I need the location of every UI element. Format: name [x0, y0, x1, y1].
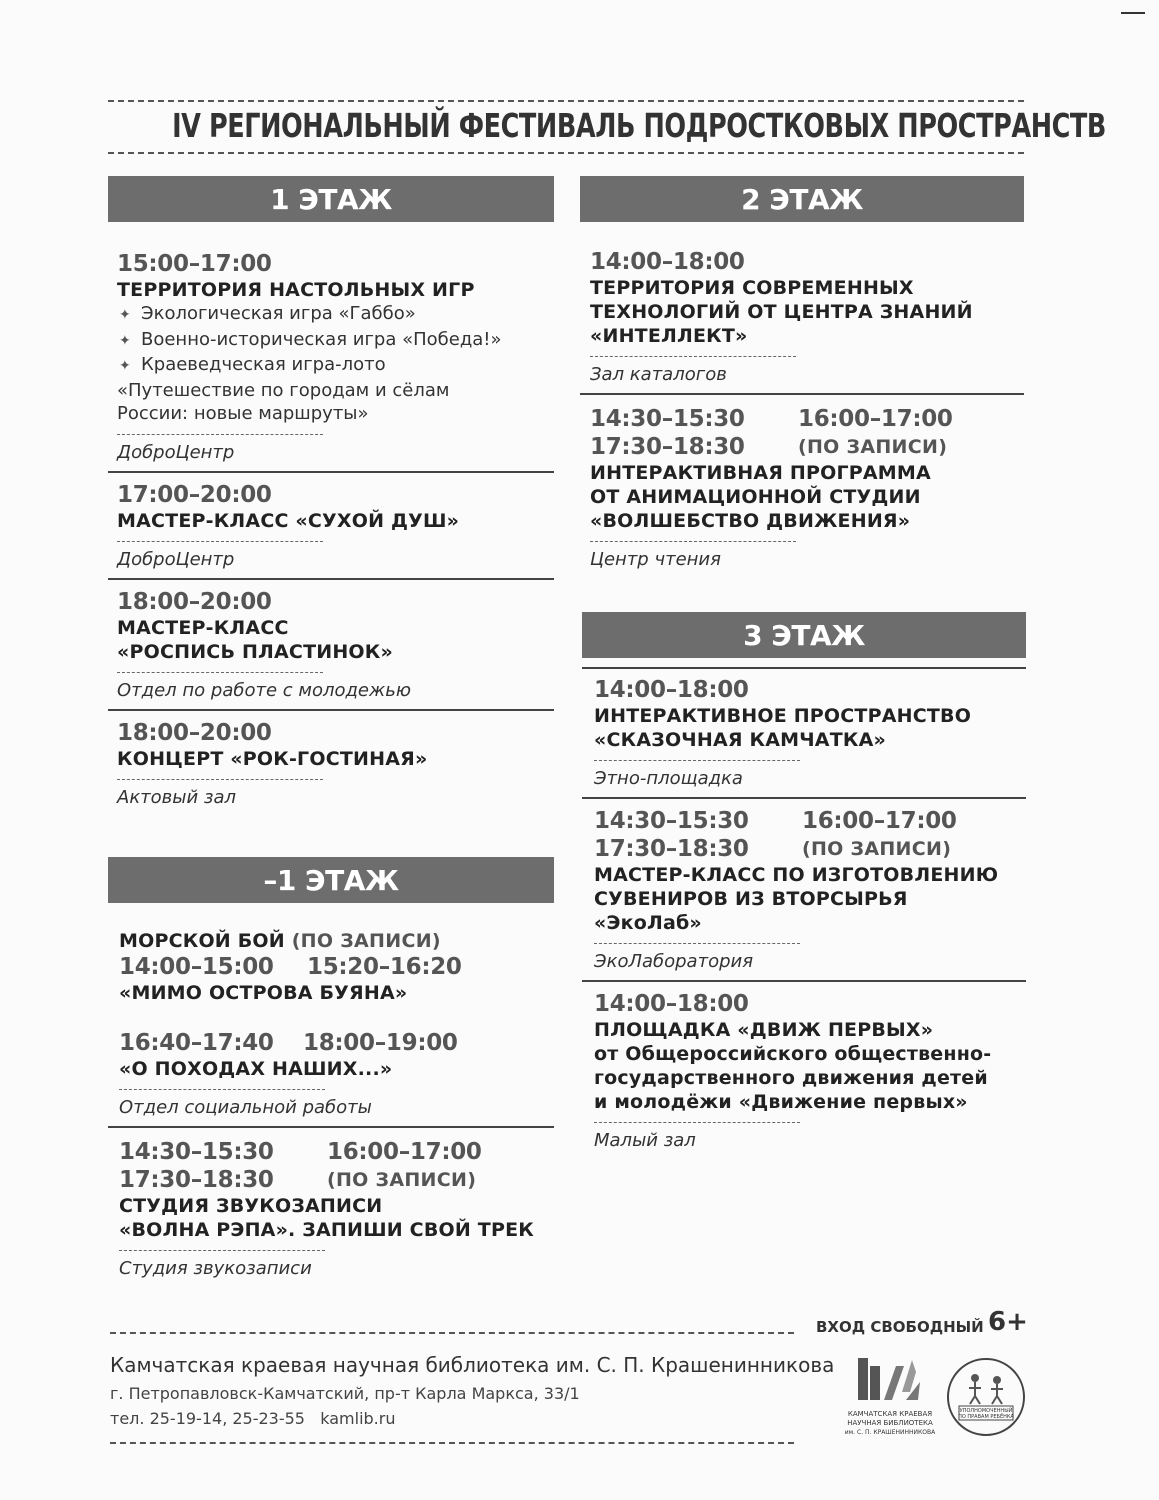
event-divider — [582, 797, 1026, 799]
library-address: г. Петропавловск-Камчатский, пр-т Карла Маркса, 33/1 — [110, 1384, 580, 1403]
logo-text-line: НАУЧНАЯ БИБЛИОТЕКА — [847, 1419, 933, 1427]
floor-1-event-2 — [108, 481, 554, 572]
event-text: «Путешествие по городам и сёлам — [117, 379, 450, 401]
registration-note: (ПО ЗАПИСИ) — [802, 838, 952, 860]
logo-text-line: КАМЧАТСКАЯ КРАЕВАЯ — [847, 1410, 933, 1418]
event-divider — [582, 980, 1026, 982]
venue-divider — [117, 541, 323, 542]
floor-2-section — [580, 176, 1024, 572]
free-entry-label: ВХОД СВОБОДНЫЙ — [816, 1318, 984, 1336]
seal-text-line: ПО ПРАВАМ РЕБЁНКА — [958, 1414, 1014, 1420]
seal-text-line: УПОЛНОМОЧЕННЫЙ — [959, 1408, 1013, 1414]
library-name: Камчатская краевая научная библиотека им. С. П. Крашенинникова — [110, 1353, 835, 1377]
event-divider — [108, 578, 554, 580]
event-venue: Этно-площадка — [594, 768, 743, 789]
event-text: России: новые маршруты» — [117, 403, 369, 424]
event-venue: Студия звукозаписи — [119, 1258, 312, 1279]
bullet-item: ✦ Краеведческая игра-лото — [119, 353, 554, 379]
event-title: «ИНТЕЛЛЕКТ» — [590, 325, 748, 347]
event-times — [590, 405, 1024, 461]
floor-2-event-1 — [580, 248, 1024, 387]
title-bottom-divider — [108, 152, 1024, 154]
event-venue: ДоброЦентр — [117, 441, 235, 463]
sea-battle-event — [108, 929, 554, 1120]
event-title: «ВОЛШЕБСТВО ДВИЖЕНИЯ» — [590, 510, 911, 532]
event-time: 14:00–18:00 — [594, 677, 749, 703]
venue-divider — [594, 1122, 800, 1123]
floor-3-header: 3 ЭТАЖ — [582, 612, 1026, 658]
event-venue: Актовый зал — [117, 786, 237, 808]
corner-mark — [1121, 12, 1145, 14]
event-time: 15:20–16:20 — [307, 954, 462, 980]
event-venue: ЭкоЛаборатория — [594, 951, 754, 972]
event-time: 14:00–18:00 — [590, 249, 745, 275]
page-title: IV РЕГИОНАЛЬНЫЙ ФЕСТИВАЛЬ ПОДРОСТКОВЫХ ПРОСТРАНСТВ — [172, 106, 1106, 145]
event-title: ИНТЕРАКТИВНОЕ ПРОСТРАНСТВО — [594, 705, 972, 727]
event-title: МОРСКОЙ БОЙ (ПО ЗАПИСИ) — [119, 930, 441, 952]
studio-event — [108, 1138, 554, 1281]
star-icon: ✦ — [119, 332, 131, 349]
floor-2-event-2 — [580, 405, 1024, 572]
event-time: 17:30–18:30 — [119, 1167, 274, 1193]
event-title: ТЕРРИТОРИЯ НАСТОЛЬНЫХ ИГР — [117, 279, 475, 301]
event-venue: Малый зал — [594, 1130, 696, 1151]
venue-divider — [117, 779, 323, 780]
event-divider — [108, 709, 554, 711]
event-title: СУВЕНИРОВ ИЗ ВТОРСЫРЬЯ — [594, 888, 908, 910]
event-title: «МИМО ОСТРОВА БУЯНА» — [119, 982, 408, 1004]
event-title: МАСТЕР-КЛАСС ПО ИЗГОТОВЛЕНИЮ — [594, 864, 999, 886]
event-divider — [580, 393, 1024, 395]
registration-note: (ПО ЗАПИСИ) — [798, 436, 948, 458]
event-divider — [108, 471, 554, 473]
library-logo — [840, 1352, 940, 1438]
event-venue: Центр чтения — [590, 549, 721, 570]
venue-divider — [590, 541, 796, 542]
library-site[interactable]: kamlib.ru — [320, 1409, 396, 1428]
child-rights-seal — [945, 1356, 1027, 1438]
event-title: ТЕРРИТОРИЯ СОВРЕМЕННЫХ — [590, 277, 914, 299]
floor-3-section — [582, 612, 1026, 1153]
footer-divider — [110, 1332, 794, 1334]
event-title: «ВОЛНА РЭПА». ЗАПИШИ СВОЙ ТРЕК — [119, 1219, 534, 1241]
event-title: ТЕХНОЛОГИЙ ОТ ЦЕНТРА ЗНАНИЙ — [590, 301, 973, 323]
floor-minus1-section — [108, 857, 554, 1281]
event-times — [119, 1138, 554, 1194]
floor-1-event-4 — [108, 719, 554, 810]
seal-icon — [945, 1356, 1027, 1438]
event-title: МАСТЕР-КЛАСС «СУХОЙ ДУШ» — [117, 509, 460, 532]
event-times — [119, 953, 554, 981]
event-title: ИНТЕРАКТИВНАЯ ПРОГРАММА — [590, 462, 931, 484]
event-title: КОНЦЕРТ «РОК-ГОСТИНАЯ» — [117, 747, 428, 770]
event-text: от Общероссийского общественно- — [594, 1043, 992, 1065]
star-icon: ✦ — [119, 307, 131, 323]
venue-divider — [117, 672, 323, 673]
venue-divider — [594, 943, 800, 944]
event-venue: Отдел социальной работы — [119, 1097, 372, 1118]
event-time: 18:00–20:00 — [117, 719, 272, 746]
event-time: 14:30–15:30 — [119, 1139, 274, 1165]
venue-divider — [594, 760, 800, 761]
event-text: и молодёжи «Движение первых» — [594, 1091, 968, 1113]
registration-note: (ПО ЗАПИСИ) — [327, 1169, 477, 1191]
event-venue: Отдел по работе с молодежью — [117, 679, 411, 701]
venue-divider — [590, 356, 796, 357]
event-title: «СКАЗОЧНАЯ КАМЧАТКА» — [594, 729, 886, 751]
registration-note: (ПО ЗАПИСИ) — [291, 930, 441, 952]
event-venue: Зал каталогов — [590, 364, 727, 385]
event-times — [119, 1029, 554, 1057]
star-icon: ✦ — [119, 358, 131, 374]
event-time: 14:30–15:30 — [590, 406, 745, 432]
floor-minus1-header: –1 ЭТАЖ — [108, 857, 554, 903]
event-time: 16:40–17:40 — [119, 1030, 274, 1056]
event-title: СТУДИЯ ЗВУКОЗАПИСИ — [119, 1195, 383, 1217]
logo-text-line: им. С. П. КРАШЕНИННИКОВА — [844, 1429, 936, 1436]
bullet-item: ✦ Военно-историческая игра «Победа!» — [119, 328, 554, 354]
venue-divider — [119, 1250, 325, 1251]
header-divider — [582, 667, 1026, 669]
event-time: 15:00–17:00 — [117, 251, 272, 277]
event-title: «О ПОХОДАХ НАШИХ...» — [119, 1058, 393, 1080]
floor-1-event-1 — [108, 250, 554, 465]
event-time: 16:00–17:00 — [798, 406, 953, 432]
footer-bottom-divider — [110, 1442, 794, 1444]
event-time: 17:30–18:30 — [590, 434, 745, 460]
event-time: 17:30–18:30 — [594, 836, 749, 862]
event-title: ПЛОЩАДКА «ДВИЖ ПЕРВЫХ» — [594, 1019, 934, 1041]
event-time: 18:00–19:00 — [303, 1030, 458, 1056]
floor-1-section — [108, 176, 554, 810]
venue-divider — [117, 434, 323, 435]
library-contacts — [110, 1409, 395, 1428]
event-venue: ДоброЦентр — [117, 548, 235, 570]
floor-3-event-1 — [582, 676, 1026, 791]
book-icon — [840, 1352, 940, 1438]
event-title: «РОСПИСЬ ПЛАСТИНОК» — [117, 640, 393, 663]
floor-3-event-3 — [582, 990, 1026, 1153]
event-time: 14:00–15:00 — [119, 954, 274, 980]
event-time: 18:00–20:00 — [117, 588, 272, 615]
event-time: 17:00–20:00 — [117, 481, 272, 508]
event-text: государственного движения детей — [594, 1067, 988, 1089]
floor-1-event-3 — [108, 588, 554, 703]
library-phones: тел. 25-19-14, 25-23-55 — [110, 1409, 305, 1428]
event-time: 16:00–17:00 — [327, 1139, 482, 1165]
event-title: «ЭкоЛаб» — [594, 912, 702, 934]
event-time: 16:00–17:00 — [802, 808, 957, 834]
floor-3-event-2 — [582, 807, 1026, 974]
event-title: ОТ АНИМАЦИОННОЙ СТУДИИ — [590, 486, 921, 508]
age-rating: 6+ — [988, 1307, 1028, 1337]
event-time: 14:30–15:30 — [594, 808, 749, 834]
floor-1-header: 1 ЭТАЖ — [108, 176, 554, 222]
venue-divider — [119, 1089, 325, 1090]
floor-2-header: 2 ЭТАЖ — [580, 176, 1024, 222]
bullet-item: ✦ Экологическая игра «Габбо» — [119, 302, 554, 328]
event-times — [594, 807, 1026, 863]
event-divider — [108, 1126, 554, 1128]
event-time: 14:00–18:00 — [594, 991, 749, 1017]
event-title: МАСТЕР-КЛАСС — [117, 616, 289, 639]
title-top-divider — [108, 100, 1024, 102]
